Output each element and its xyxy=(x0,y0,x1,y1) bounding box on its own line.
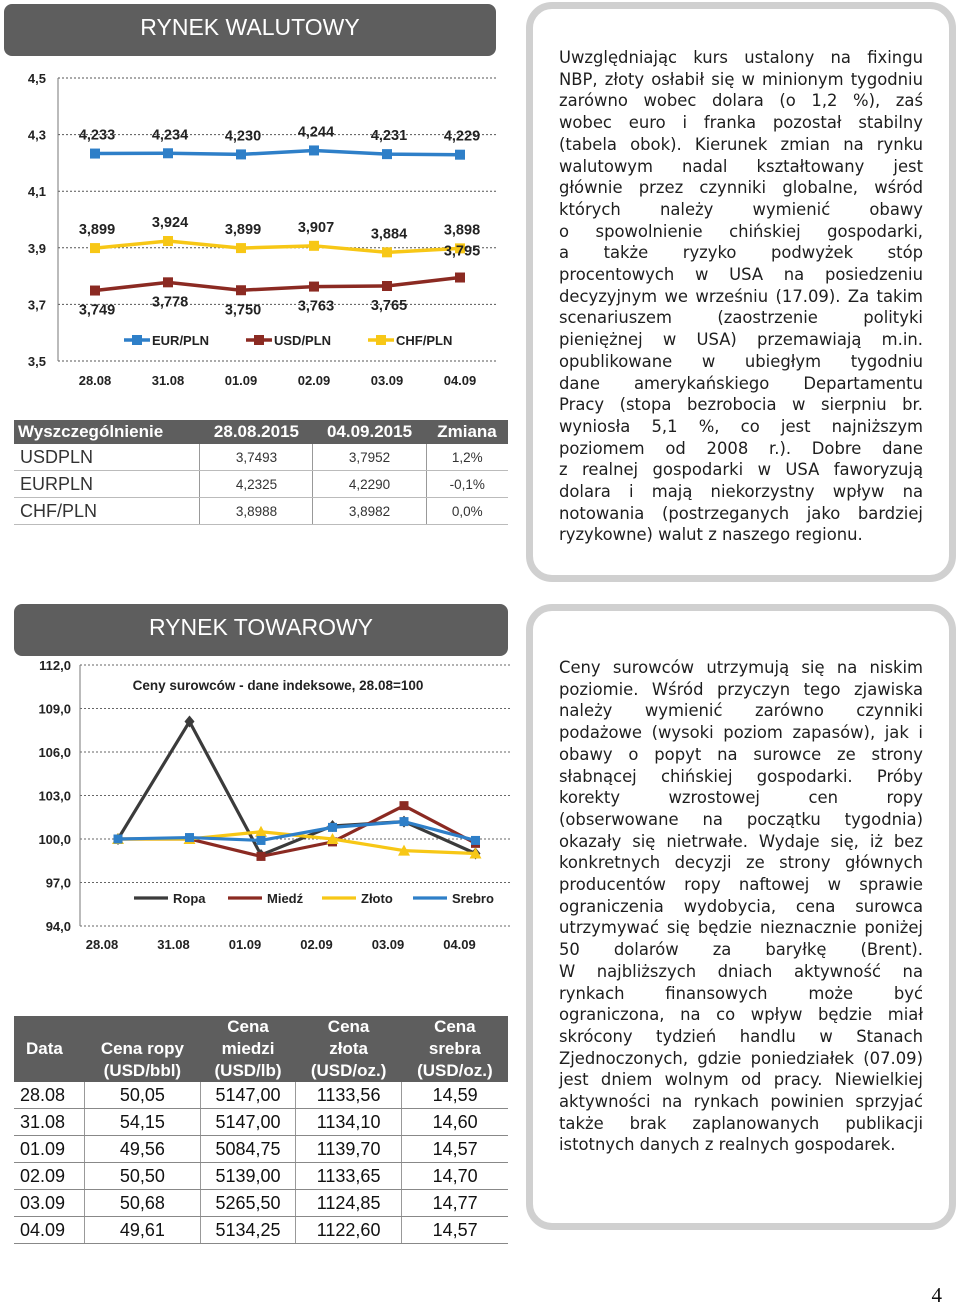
text-line: W najbliższych dniach aktywność na xyxy=(559,961,923,981)
commodity-table-header xyxy=(84,1016,200,1082)
fx-rates-table xyxy=(14,420,508,525)
data-label: 4,229 xyxy=(443,128,481,145)
text-line: rynkach finansowych może być xyxy=(559,983,923,1003)
table-cell: 50,68 xyxy=(84,1190,200,1217)
data-point xyxy=(114,835,123,844)
header-line-bottom: (USD/oz.) xyxy=(417,1061,493,1080)
table-cell: 5084,75 xyxy=(201,1136,296,1163)
text-line: walutowym nadal kształtowany jest xyxy=(559,156,923,176)
header-line-bottom: (USD/bbl) xyxy=(103,1061,182,1080)
data-label: 3,907 xyxy=(297,219,335,236)
text-line: ograniczona, na co wpływ będzie miał xyxy=(559,1005,923,1025)
table-cell: 1139,70 xyxy=(295,1136,401,1163)
text-line: dane amerykańskiego Departamentu xyxy=(559,373,923,393)
table-row xyxy=(14,471,508,498)
data-point xyxy=(400,801,409,810)
data-label: 3,924 xyxy=(151,215,189,232)
commodity-table-header xyxy=(14,1016,84,1082)
table-cell: 3,8982 xyxy=(313,498,426,525)
table-cell: 28.08 xyxy=(14,1082,84,1109)
text-line: opublikowane w ubiegłym tygodniu xyxy=(559,351,923,371)
table-row xyxy=(14,444,508,471)
text-line: a także ryzyko podwyżek stóp xyxy=(559,243,923,263)
data-point xyxy=(90,149,100,159)
text-line: utrzymywać się będzie nieznacznie poniżej xyxy=(559,918,923,938)
table-cell: 1134,10 xyxy=(295,1109,401,1136)
table-cell: 14,60 xyxy=(402,1109,508,1136)
y-tick-label: 106,0 xyxy=(38,745,71,760)
table-cell: EURPLN xyxy=(14,471,200,498)
y-tick-label: 103,0 xyxy=(38,788,71,804)
fx-table-header: 04.09.2015 xyxy=(313,420,426,444)
text-line: jest dniem wolnym od pracy. Niewielkiej xyxy=(559,1070,923,1090)
series-line xyxy=(95,150,460,154)
fx-table-header: Wyszczególnienie xyxy=(14,420,200,444)
text-line: głównie przez czynniki globalne, wśród xyxy=(559,178,923,198)
fx-table-header: 28.08.2015 xyxy=(200,420,313,444)
y-tick-label: 100,0 xyxy=(38,832,71,847)
x-tick-label: 31.08 xyxy=(151,373,185,388)
x-tick-label: 03.09 xyxy=(371,937,405,952)
data-point xyxy=(400,817,409,826)
data-point xyxy=(90,243,100,253)
header-line-bottom xyxy=(26,1060,82,1082)
table-row xyxy=(14,1217,508,1244)
table-cell: 31.08 xyxy=(14,1109,84,1136)
header-line-top: Cena xyxy=(327,1017,370,1036)
table-cell: 5139,00 xyxy=(201,1163,296,1190)
x-tick-label: 01.09 xyxy=(224,373,258,388)
y-tick-label: 97,0 xyxy=(45,875,71,891)
table-cell: 14,77 xyxy=(402,1190,508,1217)
text-line: także brak zaplanowanych publikacji xyxy=(559,1113,923,1133)
text-line: decyzyjnym we wrześniu (17.09). Za takim xyxy=(559,286,923,306)
fx-table-header: Zmiana xyxy=(426,420,508,444)
fx-section-header xyxy=(4,4,496,56)
table-cell: 0,0% xyxy=(426,498,508,525)
text-line: o spowolnienie chińskiej gospodarki, xyxy=(559,221,923,241)
table-cell: 14,57 xyxy=(402,1136,508,1163)
table-cell: 3,7952 xyxy=(313,444,426,471)
x-tick-label: 03.09 xyxy=(370,373,404,388)
data-point xyxy=(257,836,266,845)
table-cell: 54,15 xyxy=(84,1109,200,1136)
x-tick-label: 31.08 xyxy=(157,937,190,952)
table-cell: 49,56 xyxy=(84,1136,200,1163)
text-line: pieniężnej w USA) przemawiają m.in. xyxy=(559,330,923,350)
series-line xyxy=(95,278,460,291)
table-cell: 4,2325 xyxy=(200,471,313,498)
data-point xyxy=(309,282,319,292)
x-tick-label: 02.09 xyxy=(297,373,331,388)
table-cell: 01.09 xyxy=(14,1136,84,1163)
header-line-mid: miedzi xyxy=(221,1039,275,1058)
table-cell: 03.09 xyxy=(14,1190,84,1217)
legend-label: Miedź xyxy=(267,891,304,906)
table-row xyxy=(14,1109,508,1136)
table-cell: 04.09 xyxy=(14,1217,84,1244)
text-line: ograniczenia wydobycia, cena surowca xyxy=(559,896,923,916)
legend-label: Srebro xyxy=(452,891,494,906)
x-tick-label: 04.09 xyxy=(443,373,477,388)
text-line: NBP, złoty osłabił się w minionym tygodniu xyxy=(559,69,923,89)
y-tick-label: 3,9 xyxy=(27,240,46,256)
legend-marker xyxy=(254,335,264,345)
text-line: Zjednoczonych, gdzie poniedziałek (07.09) xyxy=(559,1048,923,1068)
table-cell: 1124,85 xyxy=(295,1190,401,1217)
data-label: 3,795 xyxy=(443,243,481,260)
data-label: 3,750 xyxy=(224,302,262,319)
commodity-section-title: RYNEK TOWAROWY xyxy=(148,614,374,640)
commodity-table-header xyxy=(402,1016,508,1082)
header-line-mid: złota xyxy=(329,1039,368,1058)
table-cell: CHF/PLN xyxy=(14,498,200,525)
text-line: (tabela obok). Kierunek zmian na rynku xyxy=(559,134,923,154)
fx-section-title: RYNEK WALUTOWY xyxy=(140,14,360,40)
commodity-table-header-row xyxy=(14,1016,508,1082)
table-row xyxy=(14,1190,508,1217)
legend-label: Ropa xyxy=(173,891,206,906)
legend-marker xyxy=(132,335,142,345)
data-point xyxy=(309,145,319,155)
commodity-commentary-panel xyxy=(526,604,956,1230)
text-line: Pracy (stopa bezrobocia w sierpniu br. xyxy=(559,395,923,415)
text-line: istotnych danych z realnych gospodarek. xyxy=(559,1135,896,1155)
text-line: należy wymienić zarówno czynniki xyxy=(559,701,923,721)
data-label: 3,763 xyxy=(297,298,335,315)
text-line: producentów ropy naftowej w sprawie xyxy=(559,875,923,895)
y-tick-label: 3,5 xyxy=(27,354,46,369)
text-line: dolara i mają niekorzystny wpływ na xyxy=(559,482,923,502)
data-point xyxy=(455,150,465,160)
data-point xyxy=(236,243,246,253)
text-line: procentowych w USA na posiedzeniu xyxy=(559,265,923,285)
table-row xyxy=(14,1082,508,1109)
x-tick-label: 02.09 xyxy=(300,937,333,952)
data-label: 4,231 xyxy=(370,128,408,145)
data-point xyxy=(455,273,465,283)
header-line-bottom: (USD/oz.) xyxy=(310,1061,387,1080)
table-cell: 1133,65 xyxy=(295,1163,401,1190)
data-point xyxy=(185,833,194,842)
header-line-bottom: (USD/lb) xyxy=(214,1061,282,1080)
commodity-commentary-text xyxy=(559,657,923,1156)
table-cell: 5134,25 xyxy=(201,1217,296,1244)
data-label: 3,898 xyxy=(443,222,481,239)
table-cell: 02.09 xyxy=(14,1163,84,1190)
y-tick-label: 112,0 xyxy=(39,658,71,673)
table-cell: 4,2290 xyxy=(313,471,426,498)
table-row xyxy=(14,1136,508,1163)
table-cell: 5147,00 xyxy=(201,1109,296,1136)
y-tick-label: 3,7 xyxy=(27,297,46,313)
data-point xyxy=(382,247,392,257)
table-row xyxy=(14,1163,508,1190)
text-line: ryzykowne) walut z naszego regionu. xyxy=(559,525,863,545)
data-point xyxy=(309,241,319,251)
data-label: 4,234 xyxy=(151,127,189,144)
x-tick-label: 01.09 xyxy=(228,937,262,952)
header-line-top: Cena xyxy=(434,1017,476,1036)
table-cell: 3,7493 xyxy=(200,444,313,471)
table-cell: 14,70 xyxy=(402,1163,508,1190)
y-tick-label: 4,5 xyxy=(27,71,46,86)
page-number: 4 xyxy=(931,1283,942,1307)
text-line: notowania (postrzeganych jako bardziej xyxy=(559,503,923,523)
fx-commentary-text xyxy=(559,47,923,546)
text-line: poziomie. Wśród przyczyn tego zjawiska xyxy=(559,679,923,699)
data-label: 4,244 xyxy=(297,124,335,141)
data-point xyxy=(236,285,246,295)
table-cell: 50,05 xyxy=(84,1082,200,1109)
text-line: podażowe (wysoki poziom zapasów), jak i xyxy=(559,723,923,743)
series-line xyxy=(95,241,460,252)
header-line-top xyxy=(26,1016,82,1038)
text-line: obawy o popyt na surowce ze strony xyxy=(559,744,923,764)
text-line: Uwzględniając kurs ustalony na fixingu xyxy=(559,48,923,67)
header-line-top xyxy=(86,1016,198,1038)
table-cell: 1122,60 xyxy=(295,1217,401,1244)
y-tick-label: 109,0 xyxy=(38,701,71,717)
text-line: poziomem od 2008 r.). Dobre dane xyxy=(559,438,923,458)
x-tick-label: 04.09 xyxy=(443,937,476,952)
commodity-section-header xyxy=(14,604,508,656)
text-line: słabnącej chińskiej gospodarki. Próby xyxy=(559,766,923,786)
data-label: 4,230 xyxy=(224,128,262,145)
data-label: 3,899 xyxy=(224,222,262,239)
data-point xyxy=(382,281,392,291)
text-line: skrócony tydzień handlu w Stanach xyxy=(559,1026,923,1046)
commodity-prices-table xyxy=(14,1016,508,1244)
text-line: aktywności na rynkach powinien sprzyjać xyxy=(559,1092,923,1112)
text-line: (obserwowane na początku tygodnia) xyxy=(559,809,923,829)
data-label: 3,749 xyxy=(78,302,116,319)
chart-title: Ceny surowców - dane indeksowe, 28.08=100 xyxy=(132,678,424,693)
table-cell: 5265,50 xyxy=(201,1190,296,1217)
fx-commentary-panel xyxy=(526,2,956,582)
header-line-top: Cena xyxy=(227,1017,269,1036)
fx-chart xyxy=(0,56,512,396)
text-line: z realnej gospodarki w USA faworyzują xyxy=(559,460,923,480)
commodity-table-header xyxy=(201,1016,296,1082)
table-cell: 3,8988 xyxy=(200,498,313,525)
data-point xyxy=(163,277,173,287)
text-line: wobec euro i franka pozostał stabilny xyxy=(559,113,923,133)
table-cell: USDPLN xyxy=(14,444,200,471)
y-tick-label: 4,1 xyxy=(27,184,46,200)
y-tick-label: 4,3 xyxy=(27,127,46,143)
table-cell: 5147,00 xyxy=(201,1082,296,1109)
legend-label: USD/PLN xyxy=(274,333,332,348)
data-label: 3,884 xyxy=(370,226,408,243)
table-row xyxy=(14,498,508,525)
commodity-table-header xyxy=(295,1016,401,1082)
data-label: 3,765 xyxy=(370,298,408,315)
data-point xyxy=(382,149,392,159)
header-line-mid: srebra xyxy=(428,1039,481,1058)
text-line: 50 dolarów za baryłkę (Brent). xyxy=(559,940,923,960)
data-point xyxy=(90,286,100,296)
table-cell: 49,61 xyxy=(84,1217,200,1244)
data-point xyxy=(163,236,173,246)
table-cell: -0,1% xyxy=(426,471,508,498)
text-line: Ceny surowców utrzymują się na niskim xyxy=(559,658,923,677)
text-line: których należy wymienić obawy xyxy=(559,199,923,219)
fx-table-header-row xyxy=(14,420,508,444)
data-point xyxy=(257,852,266,861)
table-cell: 1,2% xyxy=(426,444,508,471)
legend-label: CHF/PLN xyxy=(396,333,453,348)
text-line: konkretnych decyzji ze strony głównych xyxy=(559,853,923,873)
table-cell: 14,59 xyxy=(402,1082,508,1109)
legend-label: Złoto xyxy=(361,891,393,906)
commodity-chart xyxy=(0,656,512,960)
text-line: korekty wzrostowej cen ropy xyxy=(559,788,923,808)
data-label: 3,778 xyxy=(151,294,189,311)
legend-marker xyxy=(376,335,386,345)
x-tick-label: 28.08 xyxy=(85,937,119,952)
header-line-mid: Cena ropy xyxy=(100,1039,184,1058)
table-cell: 50,50 xyxy=(84,1163,200,1190)
data-point xyxy=(471,836,480,845)
text-line: okazały się nietrwałe. Wydaje się, iż bez xyxy=(559,831,923,851)
header-line-mid: Data xyxy=(26,1039,63,1058)
text-line: scenariuszem (zaostrzenie polityki xyxy=(559,308,923,328)
data-point xyxy=(236,149,246,159)
data-label: 3,899 xyxy=(78,222,116,239)
y-tick-label: 94,0 xyxy=(45,919,71,934)
text-line: wyniosła 5,1 %, co jest najniższym xyxy=(559,416,923,436)
data-point xyxy=(163,148,173,158)
x-tick-label: 28.08 xyxy=(78,373,112,388)
legend-label: EUR/PLN xyxy=(152,333,210,348)
table-cell: 1133,56 xyxy=(295,1082,401,1109)
data-point xyxy=(328,823,337,832)
data-label: 4,233 xyxy=(78,127,116,144)
table-cell: 14,57 xyxy=(402,1217,508,1244)
text-line: zarówno wobec dolara (o 1,2 %), zaś xyxy=(559,91,923,111)
